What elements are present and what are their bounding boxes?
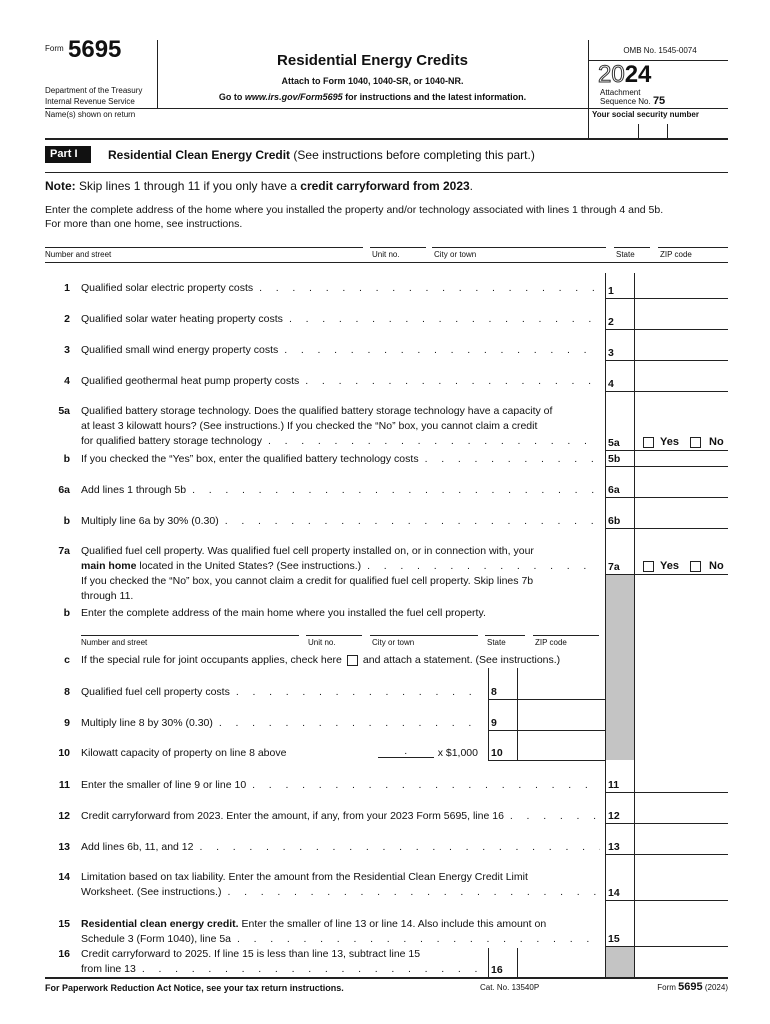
box-label-9: 9: [491, 717, 497, 729]
text-line: [81, 281, 600, 296]
text-line: [81, 870, 600, 885]
line-13-text: [81, 840, 600, 855]
line-number: 12: [58, 810, 70, 822]
text-span: Qualified solar water heating property costs: [81, 313, 283, 325]
line-5a-text: [81, 404, 600, 449]
text-span: Enter the smaller of line 9 or line 10: [81, 779, 247, 791]
form-number: 5695: [68, 36, 122, 63]
fuel-address-unit-label: Unit no.: [308, 638, 336, 647]
text-span: Add lines 6b, 11, and 12: [81, 841, 194, 853]
agency-line: Internal Revenue Service: [45, 97, 135, 106]
part-title-bold: Residential Clean Energy Credit: [108, 148, 291, 162]
line-10-text: [81, 746, 484, 761]
line-number: b: [63, 515, 70, 527]
department: [45, 85, 142, 107]
text-span: If you checked the “No” box, you cannot claim a credit for qualified fuel cell property. Skip lines 7b: [81, 575, 534, 587]
text-span: Qualified fuel cell property costs: [81, 686, 230, 698]
part-badge: Part I: [45, 146, 91, 163]
box-label-6a: 6a: [608, 484, 620, 496]
text-line: [81, 716, 484, 731]
text-line: [81, 746, 484, 761]
goto-post: for instructions and the latest information.: [342, 92, 527, 102]
shaded-area: [606, 575, 634, 760]
text-line: [81, 653, 600, 668]
line-number: 9: [64, 717, 70, 729]
fuel-state-input[interactable]: [485, 620, 525, 635]
line-number: 2: [64, 313, 70, 325]
box-line: [605, 792, 728, 793]
text-span: Qualified fuel cell property. Was qualified fuel cell property installed on, or in connection with, your: [81, 545, 534, 557]
state-input[interactable]: [614, 228, 650, 247]
box-label-11: 11: [608, 779, 620, 791]
amount-input-13[interactable]: [635, 834, 728, 854]
fuel-unit-input[interactable]: [306, 620, 362, 635]
attachment-label: Attachment: [600, 88, 641, 97]
footer-form-number: 5695: [678, 981, 703, 993]
text-line: [81, 404, 600, 419]
amount-input-6b[interactable]: [635, 508, 728, 528]
text-line: [81, 885, 600, 900]
5a-no-label: No: [709, 436, 724, 448]
bold-text: main home: [81, 560, 137, 572]
line-15-text: [81, 917, 600, 947]
line-6a-text: [81, 483, 600, 498]
text-line: [81, 574, 600, 589]
text-span: Multiply line 6a by 30% (0.30): [81, 515, 219, 527]
line-4-text: [81, 374, 600, 389]
fuel-address-city-label: City or town: [372, 638, 415, 647]
note-label: Note:: [45, 179, 76, 193]
part-title: [108, 148, 535, 162]
line-number: b: [63, 607, 70, 619]
year-outline: 20: [598, 61, 625, 88]
amount-input-3[interactable]: [635, 340, 728, 360]
dept-line: Department of the Treasury: [45, 86, 143, 95]
fuel-street-input[interactable]: [81, 620, 299, 635]
amount-input-16[interactable]: [518, 957, 605, 977]
text-span: from line 13: [81, 963, 136, 975]
text-line: [81, 809, 600, 824]
amount-input-4[interactable]: [635, 371, 728, 391]
box-line: [605, 946, 728, 947]
7a-yes-label: Yes: [660, 560, 679, 572]
goto-instruction: [157, 92, 588, 102]
paperwork-notice: For Paperwork Reduction Act Notice, see your tax return instructions.: [45, 983, 344, 993]
line-2-text: [81, 312, 600, 327]
fuel-address-street-label: Number and street: [81, 638, 148, 647]
7a-yes-checkbox[interactable]: [643, 561, 654, 572]
box-line: [605, 823, 728, 824]
line-number: 14: [58, 871, 70, 883]
box-label-1: 1: [608, 285, 614, 297]
amount-input-9[interactable]: [518, 710, 605, 730]
attach-instruction: Attach to Form 1040, 1040-SR, or 1040-NR.: [281, 76, 464, 86]
catalog-number: Cat. No. 13540P: [480, 983, 540, 992]
line-number: b: [63, 453, 70, 465]
text-span: Add lines 1 through 5b: [81, 484, 187, 496]
text-span: Qualified battery storage technology. Does the qualified battery storage technology have a capacity of: [81, 405, 553, 417]
box-line: [605, 497, 728, 498]
note-text: Skip lines 1 through 11 if you only have a: [75, 179, 301, 193]
amount-input-6a[interactable]: [635, 477, 728, 497]
name-label: Name(s) shown on return: [45, 110, 136, 119]
shaded-area: [606, 947, 634, 977]
note-end: .: [469, 179, 474, 193]
address-unit-label: Unit no.: [372, 250, 400, 259]
dot-leader: [136, 962, 484, 977]
line-9-text: [81, 716, 484, 731]
dot-leader: [193, 840, 600, 855]
dot-leader: [221, 885, 600, 900]
box-label-10: 10: [491, 747, 503, 759]
text-span: Worksheet. (See instructions.): [81, 886, 222, 898]
dot-leader: [186, 483, 600, 498]
text-line: [81, 514, 600, 529]
text-line: [81, 559, 600, 574]
5a-no-checkbox[interactable]: [690, 437, 701, 448]
text-line: [81, 962, 484, 977]
attachment-sequence: [600, 88, 665, 106]
line-number: 16: [58, 948, 70, 960]
address-state-label: State: [616, 250, 635, 259]
zip-input[interactable]: [658, 228, 728, 247]
dot-leader: [231, 932, 600, 947]
form-title: Residential Energy Credits: [277, 52, 468, 69]
year-bold: 24: [624, 61, 652, 88]
text-span: Qualified solar electric property costs: [81, 282, 254, 294]
7a-no-checkbox[interactable]: [690, 561, 701, 572]
line-5b-text: [81, 452, 600, 467]
fuel-address-state-label: State: [487, 638, 506, 647]
text-span: If the special rule for joint occupants applies, check here: [81, 654, 342, 666]
5a-yes-checkbox[interactable]: [643, 437, 654, 448]
address-city-label: City or town: [434, 250, 477, 259]
dot-leader: [213, 716, 484, 731]
omb-number: OMB No. 1545-0074: [623, 46, 697, 55]
text-line: [81, 778, 600, 793]
amount-input-12[interactable]: [635, 803, 728, 823]
box-label-3: 3: [608, 347, 614, 359]
line-6b-text: [81, 514, 600, 529]
text-span: Qualified geothermal heat pump property costs: [81, 375, 300, 387]
box-line: [605, 900, 728, 901]
box-label-7a: 7a: [608, 561, 620, 573]
fuel-city-input[interactable]: [370, 620, 478, 635]
text-span: Schedule 3 (Form 1040), line 5a: [81, 933, 231, 945]
line-c-text: [81, 653, 600, 668]
line-14-text: [81, 870, 600, 900]
text-span: Credit carryforward to 2025. If line 15 is less than line 13, subtract line 15: [81, 948, 421, 960]
address-intro: [45, 203, 663, 231]
joint-occupants-checkbox[interactable]: [347, 655, 358, 666]
text-span: Limitation based on tax liability. Enter the amount from the Residential Clean Energy Credit Limit: [81, 871, 528, 883]
amount-input-11[interactable]: [635, 772, 728, 792]
text-span: Enter the smaller of line 13 or line 14. Also include this amount on: [238, 918, 547, 930]
note-bold: credit carryforward from 2023: [300, 179, 470, 193]
sequence-number: 75: [652, 95, 666, 107]
text-line: [81, 434, 600, 449]
amount-input-8[interactable]: [518, 679, 605, 699]
line-number: 3: [64, 344, 70, 356]
ssn-label: Your social security number: [592, 110, 699, 119]
7a-no-label: No: [709, 560, 724, 572]
line-12-text: [81, 809, 600, 824]
footer-year: (2024): [702, 983, 728, 992]
text-span: Enter the complete address of the main home where you installed the fuel cell property.: [81, 607, 486, 619]
address-intro-line: Enter the complete address of the home where you installed the property and/or technology associated with lines 1 through 4 and 5b.: [45, 204, 664, 216]
text-line: [81, 947, 484, 962]
amount-input-10[interactable]: [518, 740, 605, 760]
form-prefix: Form: [45, 44, 64, 53]
line-number: 8: [64, 686, 70, 698]
kilowatt-input[interactable]: .: [378, 746, 434, 758]
footer-form-prefix: Form: [657, 983, 679, 992]
fuel-zip-input[interactable]: [533, 620, 599, 635]
unit-input[interactable]: [370, 228, 426, 247]
text-line: [81, 685, 484, 700]
dot-leader: [230, 685, 484, 700]
line-8-text: [81, 685, 484, 700]
line-3-text: [81, 343, 600, 358]
irs-link[interactable]: www.irs.gov/Form5695: [244, 92, 343, 102]
note: [45, 179, 473, 193]
box-label-14: 14: [608, 887, 620, 899]
dot-leader: [283, 312, 600, 327]
dot-leader: [299, 374, 600, 389]
box-line: [605, 391, 728, 392]
multiplier-text: x $1,000: [437, 747, 478, 759]
dot-leader: [219, 514, 600, 529]
text-span: through 11.: [81, 590, 134, 602]
box-label-4: 4: [608, 378, 614, 390]
box-line: [488, 730, 605, 731]
amount-input-15[interactable]: [635, 926, 728, 946]
amount-input-1[interactable]: [635, 278, 728, 298]
text-line: [81, 452, 600, 467]
fuel-address-zip-label: ZIP code: [535, 638, 567, 647]
text-line: [81, 343, 600, 358]
amount-input-14[interactable]: [635, 880, 728, 900]
5a-yes-label: Yes: [660, 436, 679, 448]
box-label-5a: 5a: [608, 437, 620, 449]
box-label-12: 12: [608, 810, 620, 822]
line-number: 7a: [58, 545, 70, 557]
dot-leader: [278, 343, 600, 358]
address-intro-line: For more than one home, see instructions.: [45, 218, 243, 230]
line-number: 5a: [58, 405, 70, 417]
amount-input-2[interactable]: [635, 309, 728, 329]
text-span: Credit carryforward from 2023. Enter the amount, if any, from your 2023 Form 5695, line 16: [81, 810, 504, 822]
line-7a-text: [81, 544, 600, 604]
line-number: 15: [58, 918, 70, 930]
part-subtitle: (See instructions before completing this part.): [290, 148, 535, 162]
box-label-2: 2: [608, 316, 614, 328]
dot-leader: [504, 809, 600, 824]
box-line: [488, 699, 605, 700]
text-line: [81, 606, 600, 621]
address-street-label: Number and street: [45, 250, 112, 259]
line-1-text: [81, 281, 600, 296]
footer-form-id: [657, 981, 728, 993]
line-number: 13: [58, 841, 70, 853]
amount-input-5b[interactable]: [635, 446, 728, 466]
text-line: [81, 419, 600, 434]
tax-year: [598, 62, 651, 88]
address-zip-label: ZIP code: [660, 250, 692, 259]
box-label-8: 8: [491, 686, 497, 698]
line-11-text: [81, 778, 600, 793]
text-span: located in the United States? (See instructions.): [136, 560, 362, 572]
box-label-6b: 6b: [608, 515, 621, 527]
box-label-13: 13: [608, 841, 620, 853]
dot-leader: [253, 281, 600, 296]
text-span: Kilowatt capacity of property on line 8 above: [81, 747, 287, 759]
text-line: [81, 374, 600, 389]
ssn-field[interactable]: [592, 120, 728, 138]
text-line: [81, 483, 600, 498]
text-span: and attach a statement. (See instructions.): [362, 654, 561, 666]
text-line: [81, 840, 600, 855]
line-number: 1: [64, 282, 70, 294]
line-number: 4: [64, 375, 70, 387]
text-line: [81, 932, 600, 947]
line-number: 10: [58, 747, 70, 759]
text-line: [81, 544, 600, 559]
dot-leader: [262, 434, 600, 449]
dot-leader: [419, 452, 600, 467]
name-field[interactable]: [45, 119, 585, 137]
box-line: [605, 329, 728, 330]
text-span: If you checked the “Yes” box, enter the qualified battery technology costs: [81, 453, 419, 465]
text-line: [81, 917, 600, 932]
sequence-label: Sequence No.: [600, 97, 651, 106]
goto-pre: Go to: [218, 92, 245, 102]
text-span: for qualified battery storage technology: [81, 435, 262, 447]
line-number: 11: [58, 779, 70, 791]
text-line: [81, 589, 600, 604]
street-input[interactable]: [45, 228, 363, 247]
line-number: c: [64, 654, 70, 666]
line-b-text: [81, 606, 600, 621]
box-line: [605, 528, 728, 529]
line-number: 6a: [58, 484, 70, 496]
city-input[interactable]: [432, 228, 606, 247]
text-span: Multiply line 8 by 30% (0.30): [81, 717, 213, 729]
box-line: [488, 760, 605, 761]
text-span: Qualified small wind energy property costs: [81, 344, 279, 356]
dot-leader: [361, 559, 600, 574]
text-span: at least 3 kilowatt hours? (See instructions.) If you checked the “No” box, you cannot claim a credit: [81, 420, 538, 432]
bold-text: Residential clean energy credit.: [81, 918, 239, 930]
box-line: [605, 466, 728, 467]
text-line: [81, 312, 600, 327]
dot-leader: [246, 778, 600, 793]
box-label-16: 16: [491, 964, 503, 976]
box-line: [605, 854, 728, 855]
line-16-text: [81, 947, 484, 977]
box-label-5b: 5b: [608, 453, 621, 465]
box-line: [605, 360, 728, 361]
box-label-15: 15: [608, 933, 620, 945]
box-line: [605, 574, 728, 575]
box-line: [605, 298, 728, 299]
